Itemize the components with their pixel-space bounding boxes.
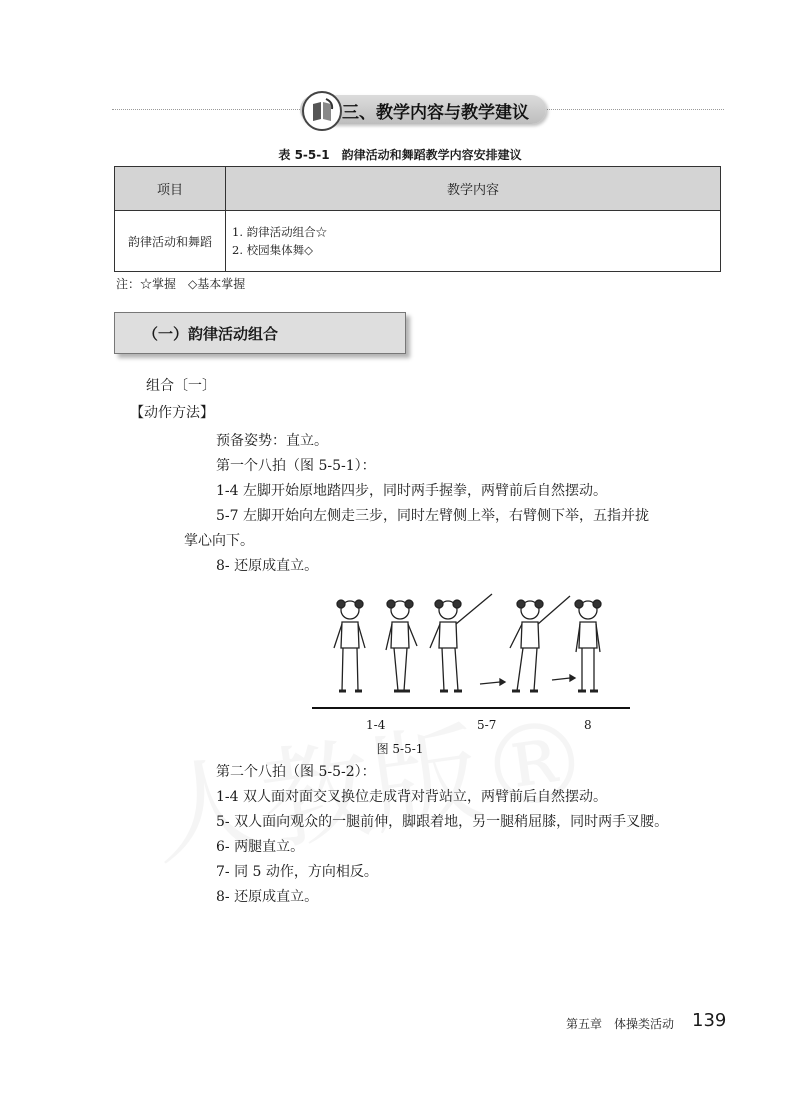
figure-caption: 图 5-5-1 <box>376 742 424 756</box>
dancer-figure <box>430 594 492 691</box>
dancer-figure <box>334 600 365 691</box>
section-banner <box>300 95 546 124</box>
content-plan-table <box>114 166 721 272</box>
body-line: 5-7 左脚开始向左侧走三步，同时左臂侧上举，右臂侧下举，五指并拢 <box>216 508 649 524</box>
subsection-title: （一）韵律活动组合 <box>143 325 279 343</box>
body-line: 8- 还原成直立。 <box>216 558 319 574</box>
section-title: 三、教学内容与教学建议 <box>342 103 529 123</box>
body-line: 掌心向下。 <box>184 533 254 549</box>
page-number: 139 <box>692 1010 727 1031</box>
body-line: 1-4 左脚开始原地踏四步，同时两手握拳，两臂前后自然摆动。 <box>216 483 607 499</box>
body-line: 8- 还原成直立。 <box>216 889 319 905</box>
table-header-content: 教学内容 <box>226 167 721 211</box>
chapter-footer: 第五章 体操类活动 <box>566 1017 675 1031</box>
body-line: 预备姿势：直立。 <box>216 433 328 449</box>
table-note: 注：☆掌握 ◇基本掌握 <box>116 277 246 291</box>
body-line: 第一个八拍（图 5-5-1）： <box>216 458 376 474</box>
table-cell-content <box>226 211 721 272</box>
body-line: 第二个八拍（图 5-5-2）： <box>216 764 376 780</box>
table-cell-item: 韵律活动和舞蹈 <box>115 211 226 272</box>
table-caption: 表 5-5-1 韵律活动和舞蹈教学内容安排建议 <box>278 148 522 162</box>
body-line: 5- 双人面向观众的一腿前伸，脚跟着地，另一腿稍屈膝，同时两手叉腰。 <box>216 814 669 830</box>
content-line: 2. 校园集体舞◇ <box>232 243 313 257</box>
body-line: 6- 两腿直立。 <box>216 839 305 855</box>
table-header-item: 项目 <box>115 167 226 211</box>
table-row <box>115 211 721 272</box>
teaching-book-icon <box>302 91 342 131</box>
dancer-figure <box>386 600 417 691</box>
figure-step-label: 1-4 <box>366 718 386 732</box>
dancer-figure <box>575 600 601 691</box>
table-header-row <box>115 167 721 211</box>
figure-step-label: 8 <box>584 718 592 732</box>
group-title: 组合〔一〕 <box>146 378 216 394</box>
body-line: 1-4 双人面对面交叉换位走成背对背站立，两臂前后自然摆动。 <box>216 789 607 805</box>
content-line: 1. 韵律活动组合☆ <box>232 225 328 239</box>
subsection-banner <box>114 312 406 354</box>
figure-step-label: 5-7 <box>477 718 497 732</box>
body-line: 7- 同 5 动作，方向相反。 <box>216 864 378 880</box>
method-title: 【动作方法】 <box>130 405 214 421</box>
